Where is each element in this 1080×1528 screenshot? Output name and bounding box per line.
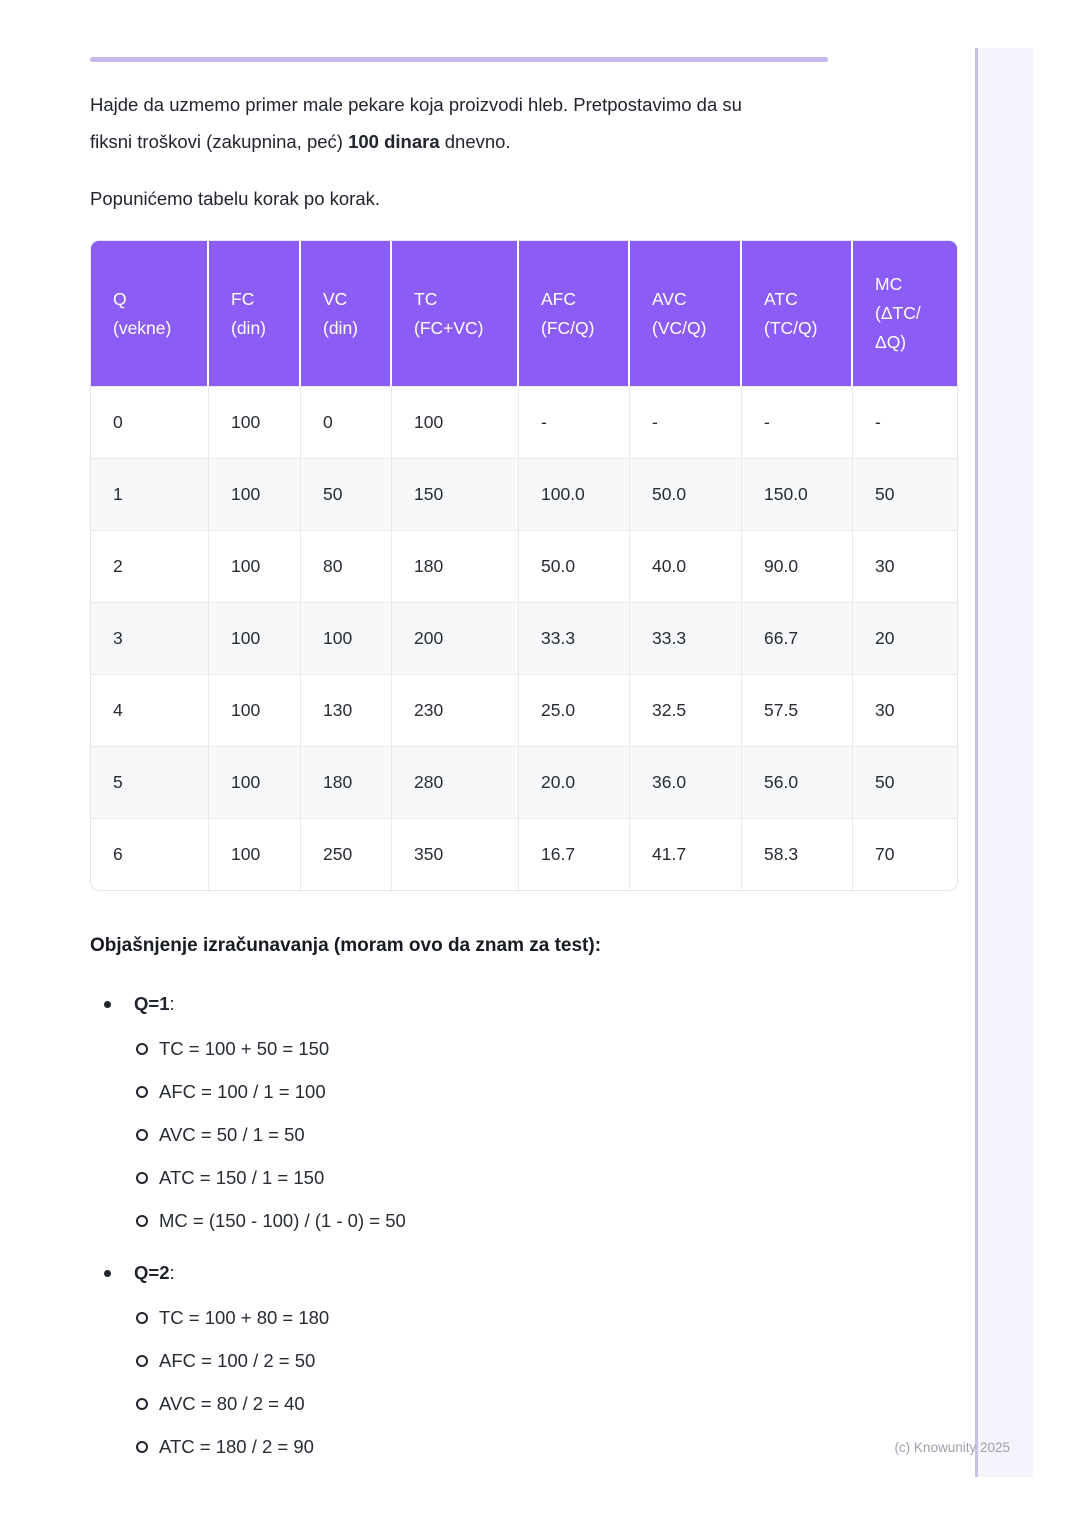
explanation-group-q1 (90, 989, 958, 1236)
header-abbr: FC (231, 288, 255, 309)
intro-line-2-before: fiksni troškovi (zakupnina, peć) (90, 131, 349, 152)
cell-mc: 50 (853, 458, 957, 530)
list-item (90, 1345, 958, 1376)
cell-vc: 100 (301, 602, 392, 674)
cell-afc: 33.3 (519, 602, 630, 674)
calc-text: MC = (150 - 100) / (1 - 0) = 50 (159, 1210, 406, 1231)
cell-mc: 50 (853, 746, 957, 818)
cell-vc: 130 (301, 674, 392, 746)
bullet-dot-icon (104, 1001, 111, 1008)
calc-text: TC = 100 + 50 = 150 (159, 1038, 330, 1059)
cell-fc: 100 (209, 602, 301, 674)
cell-tc: 200 (392, 602, 519, 674)
cell-q: 2 (91, 530, 209, 602)
page-content (90, 0, 958, 1484)
header-abbr: AVC (652, 288, 687, 309)
group-label-text: Q=1 (134, 993, 170, 1014)
list-item (90, 1388, 958, 1419)
table-row (91, 386, 957, 458)
cell-mc: - (853, 386, 957, 458)
calc-text: AVC = 50 / 1 = 50 (159, 1124, 305, 1145)
cell-mc: 20 (853, 602, 957, 674)
header-formula: (vekne) (113, 317, 172, 338)
header-abbr: ATC (764, 288, 798, 309)
calc-text: AFC = 100 / 2 = 50 (159, 1350, 316, 1371)
explanation-list (90, 989, 958, 1462)
cell-mc: 30 (853, 530, 957, 602)
cell-afc: 16.7 (519, 818, 630, 890)
table-row (91, 530, 957, 602)
intro-line-2-after: dnevno. (439, 131, 511, 152)
list-item (90, 1205, 958, 1236)
bullet-circle-icon (136, 1355, 148, 1367)
header-formula: (din) (323, 317, 359, 338)
cell-afc: 20.0 (519, 746, 630, 818)
section-divider (90, 57, 828, 62)
cell-q: 1 (91, 458, 209, 530)
cell-q: 4 (91, 674, 209, 746)
header-formula: ΔQ) (875, 332, 907, 352)
header-abbr: Q (113, 288, 127, 309)
explanation-heading: Objašnjenje izračunavanja (moram ovo da znam za test): (90, 935, 602, 956)
cell-avc: 33.3 (630, 602, 742, 674)
table-row (91, 674, 957, 746)
cell-avc: 50.0 (630, 458, 742, 530)
list-item (90, 1162, 958, 1193)
page-edge-strip (975, 48, 1033, 1477)
header-formula: (FC+VC) (414, 317, 484, 338)
group-label-colon: : (169, 1262, 175, 1283)
list-item (90, 1431, 958, 1462)
cell-vc: 180 (301, 746, 392, 818)
cell-avc: 32.5 (630, 674, 742, 746)
header-cell-q (91, 241, 209, 386)
header-formula: (FC/Q) (541, 317, 595, 338)
intro-line-1: Hajde da uzmemo primer male pekare koja proizvodi hleb. Pretpostavimo da su (90, 94, 742, 115)
cell-tc: 280 (392, 746, 519, 818)
header-abbr: VC (323, 288, 348, 309)
cell-tc: 180 (392, 530, 519, 602)
cell-vc: 250 (301, 818, 392, 890)
cell-afc: 50.0 (519, 530, 630, 602)
bullet-circle-icon (136, 1086, 148, 1098)
header-abbr: AFC (541, 288, 576, 309)
cell-q: 6 (91, 818, 209, 890)
group-label-text: Q=2 (134, 1262, 170, 1283)
cell-avc: 41.7 (630, 818, 742, 890)
cell-fc: 100 (209, 746, 301, 818)
footer-credit: (c) Knowunity 2025 (894, 1440, 1010, 1455)
header-cell-mc (853, 241, 957, 386)
list-item (90, 1076, 958, 1107)
list-item (90, 1119, 958, 1150)
calc-text: TC = 100 + 80 = 180 (159, 1307, 330, 1328)
cell-atc: 58.3 (742, 818, 853, 890)
cell-afc: 25.0 (519, 674, 630, 746)
cell-avc: 40.0 (630, 530, 742, 602)
cost-table (90, 240, 958, 891)
cell-atc: 90.0 (742, 530, 853, 602)
cell-q: 0 (91, 386, 209, 458)
bullet-circle-icon (136, 1172, 148, 1184)
bullet-circle-icon (136, 1129, 148, 1141)
cell-avc: 36.0 (630, 746, 742, 818)
cell-mc: 30 (853, 674, 957, 746)
bullet-circle-icon (136, 1441, 148, 1453)
cell-afc: 100.0 (519, 458, 630, 530)
bullet-dot-icon (104, 1270, 111, 1277)
cell-vc: 50 (301, 458, 392, 530)
bullet-circle-icon (136, 1043, 148, 1055)
table-row (91, 746, 957, 818)
cell-atc: 66.7 (742, 602, 853, 674)
intro-bold-amount: 100 dinara (348, 131, 440, 152)
header-cell-fc (209, 241, 301, 386)
cell-atc: - (742, 386, 853, 458)
group-label-colon: : (169, 993, 175, 1014)
header-cell-tc (392, 241, 519, 386)
cell-vc: 80 (301, 530, 392, 602)
list-item (90, 1033, 958, 1064)
cell-mc: 70 (853, 818, 957, 890)
header-formula: (din) (231, 317, 267, 338)
table-header-row (91, 241, 957, 386)
table-row (91, 602, 957, 674)
bullet-circle-icon (136, 1312, 148, 1324)
cell-vc: 0 (301, 386, 392, 458)
calc-text: ATC = 150 / 1 = 150 (159, 1167, 325, 1188)
cell-atc: 57.5 (742, 674, 853, 746)
calc-text: AVC = 80 / 2 = 40 (159, 1393, 305, 1414)
header-formula: (ΔTC/ (875, 303, 921, 323)
cell-tc: 350 (392, 818, 519, 890)
lead-in-paragraph: Popunićemo tabelu korak po korak. (90, 188, 381, 209)
header-cell-afc (519, 241, 630, 386)
cell-avc: - (630, 386, 742, 458)
cell-fc: 100 (209, 818, 301, 890)
cell-tc: 100 (392, 386, 519, 458)
cell-atc: 150.0 (742, 458, 853, 530)
calc-text: AFC = 100 / 1 = 100 (159, 1081, 326, 1102)
cell-fc: 100 (209, 458, 301, 530)
cell-atc: 56.0 (742, 746, 853, 818)
header-cell-vc (301, 241, 392, 386)
explanation-group-q2 (90, 1258, 958, 1462)
cell-fc: 100 (209, 530, 301, 602)
header-cell-avc (630, 241, 742, 386)
header-abbr: TC (414, 288, 438, 309)
cell-tc: 230 (392, 674, 519, 746)
group-label (90, 989, 958, 1019)
header-formula: (VC/Q) (652, 317, 707, 338)
header-cell-atc (742, 241, 853, 386)
cell-tc: 150 (392, 458, 519, 530)
table-row (91, 458, 957, 530)
intro-paragraph (90, 86, 958, 160)
bullet-circle-icon (136, 1215, 148, 1227)
header-abbr: MC (875, 274, 903, 294)
calc-text: ATC = 180 / 2 = 90 (159, 1436, 314, 1457)
cell-fc: 100 (209, 674, 301, 746)
cell-fc: 100 (209, 386, 301, 458)
header-formula: (TC/Q) (764, 317, 818, 338)
table-row (91, 818, 957, 890)
list-item (90, 1302, 958, 1333)
bullet-circle-icon (136, 1398, 148, 1410)
group-label (90, 1258, 958, 1288)
cell-q: 3 (91, 602, 209, 674)
cell-afc: - (519, 386, 630, 458)
cell-q: 5 (91, 746, 209, 818)
